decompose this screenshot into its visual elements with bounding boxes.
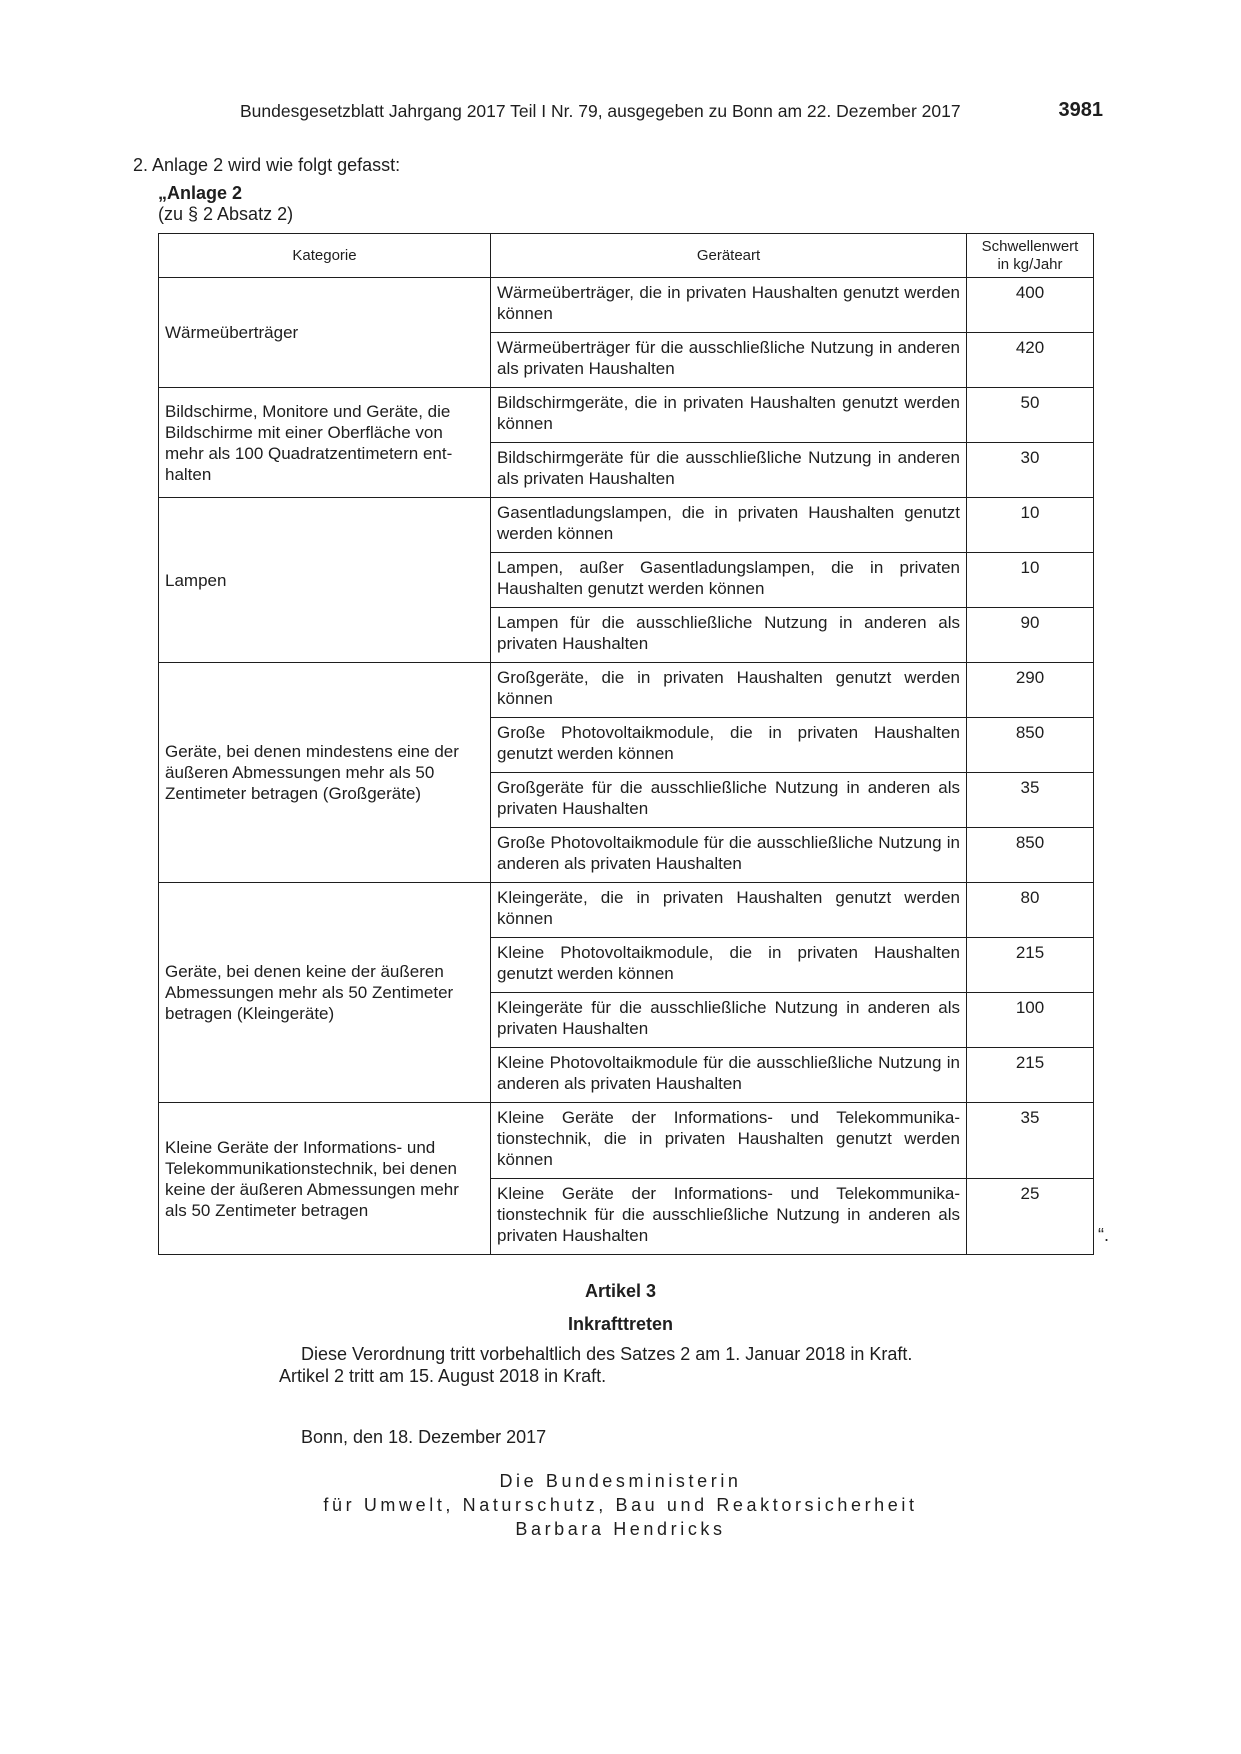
threshold-cell: 400 — [967, 278, 1094, 333]
article-text-1: Diese Verordnung tritt vorbehaltlich des Satzes 2 am 1. Januar 2018 in Kraft. — [301, 1344, 913, 1364]
column-header-kategorie: Kategorie — [159, 234, 491, 278]
closing-quote: “. — [1098, 1225, 1109, 1245]
threshold-cell: 215 — [967, 938, 1094, 993]
category-cell: Geräte, bei denen keine der äußeren Abmessungen mehr als 50 Zentimeter betragen (Kleingeräte) — [159, 883, 491, 1103]
annex-title: „Anlage 2 — [158, 183, 243, 203]
table-row — [159, 663, 1094, 718]
threshold-cell: 100 — [967, 993, 1094, 1048]
threshold-cell: 35 — [967, 1103, 1094, 1179]
device-type-cell: Lampen für die ausschließliche Nutzung in anderen als privaten Haushalten — [491, 608, 967, 663]
threshold-cell: 10 — [967, 553, 1094, 608]
annex-subtitle: (zu § 2 Absatz 2) — [158, 204, 294, 224]
table-row — [159, 498, 1094, 553]
column-header-schwellenwert-line-1: Schwellenwert — [981, 237, 1079, 255]
threshold-cell: 30 — [967, 443, 1094, 498]
article-number: Artikel 3 — [584, 1281, 657, 1301]
table-row — [159, 278, 1094, 333]
threshold-cell: 850 — [967, 718, 1094, 773]
threshold-cell: 50 — [967, 388, 1094, 443]
device-type-cell: Große Photovoltaikmodule, die in privaten Haushalten genutzt werden können — [491, 718, 967, 773]
threshold-cell: 290 — [967, 663, 1094, 718]
header-title: Bundesgesetzblatt Jahrgang 2017 Teil I Nr. 79, ausgegeben zu Bonn am 22. Dezember 2017 — [240, 101, 961, 121]
table-header-row — [159, 234, 1094, 278]
page-number: 3981 — [1058, 99, 1103, 121]
category-cell: Geräte, bei denen mindestens eine der äußeren Abmessungen mehr als 50 Zentimeter betragen (Großgeräte) — [159, 663, 491, 883]
device-type-cell: Wärmeüberträger für die ausschließliche Nutzung in anderen als privaten Haushalten — [491, 333, 967, 388]
device-type-cell: Bildschirmgeräte, die in privaten Haushalten genutzt werden können — [491, 388, 967, 443]
device-type-cell: Bildschirmgeräte für die ausschließliche Nutzung in anderen als privaten Haushalten — [491, 443, 967, 498]
signature-line-2: für Umwelt, Naturschutz, Bau und Reaktorsicherheit — [323, 1495, 918, 1515]
table-row — [159, 1103, 1094, 1179]
device-type-cell: Lampen, außer Gasentladungslampen, die in privaten Haushalten genutzt werden können — [491, 553, 967, 608]
device-type-cell: Großgeräte, die in privaten Haushalten genutzt werden können — [491, 663, 967, 718]
device-type-cell: Große Photovoltaikmodule für die ausschließliche Nutzung in anderen als privaten Haushalten — [491, 828, 967, 883]
intro-text: 2. Anlage 2 wird wie folgt gefasst: — [133, 155, 401, 175]
threshold-cell: 850 — [967, 828, 1094, 883]
device-type-cell: Kleingeräte, die in privaten Haushalten genutzt werden können — [491, 883, 967, 938]
device-type-cell: Kleingeräte für die ausschließliche Nutzung in anderen als privaten Haushalten — [491, 993, 967, 1048]
threshold-cell: 35 — [967, 773, 1094, 828]
threshold-cell: 420 — [967, 333, 1094, 388]
threshold-cell: 10 — [967, 498, 1094, 553]
place-date: Bonn, den 18. Dezember 2017 — [301, 1427, 547, 1447]
table-row — [159, 883, 1094, 938]
column-header-schwellenwert-line-2: in kg/Jahr — [997, 255, 1063, 273]
device-type-cell: Kleine Geräte der Informations- und Telekommunikationstechnik für die ausschließliche Nutzung in anderen als privaten Haushalten — [491, 1179, 967, 1255]
category-cell: Lampen — [159, 498, 491, 663]
threshold-cell: 215 — [967, 1048, 1094, 1103]
article-text-2: Artikel 2 tritt am 15. August 2018 in Kraft. — [279, 1366, 607, 1386]
device-type-cell: Kleine Photovoltaikmodule, die in privaten Haushalten genutzt werden können — [491, 938, 967, 993]
signature-line-1: Die Bundesministerin — [499, 1471, 742, 1491]
threshold-cell: 90 — [967, 608, 1094, 663]
table-row — [159, 388, 1094, 443]
device-type-cell: Kleine Photovoltaikmodule für die ausschließliche Nutzung in anderen als privaten Haushalten — [491, 1048, 967, 1103]
device-type-cell: Wärmeüberträger, die in privaten Haushalten genutzt werden können — [491, 278, 967, 333]
article-title: Inkrafttreten — [567, 1314, 674, 1334]
column-header-schwellenwert — [967, 234, 1094, 278]
device-type-cell: Großgeräte für die ausschließliche Nutzung in anderen als privaten Haushalten — [491, 773, 967, 828]
signature-name: Barbara Hendricks — [515, 1519, 726, 1539]
category-cell: Wärmeüberträger — [159, 278, 491, 388]
threshold-table — [158, 233, 1094, 1255]
device-type-cell: Gasentladungslampen, die in privaten Haushalten genutzt werden können — [491, 498, 967, 553]
threshold-cell: 80 — [967, 883, 1094, 938]
column-header-geraeteart: Geräteart — [491, 234, 967, 278]
category-cell: Kleine Geräte der Informations- und Telekommunikationstechnik, bei denen keine der äußeren Abmessungen mehr als 50 Zentimeter betragen — [159, 1103, 491, 1255]
category-cell: Bildschirme, Monitore und Geräte, die Bildschirme mit einer Oberfläche von mehr als 100 Quadratzentimetern enthalten — [159, 388, 491, 498]
threshold-cell: 25 — [967, 1179, 1094, 1255]
device-type-cell: Kleine Geräte der Informations- und Telekommunikationstechnik, die in privaten Haushalten genutzt werden können — [491, 1103, 967, 1179]
